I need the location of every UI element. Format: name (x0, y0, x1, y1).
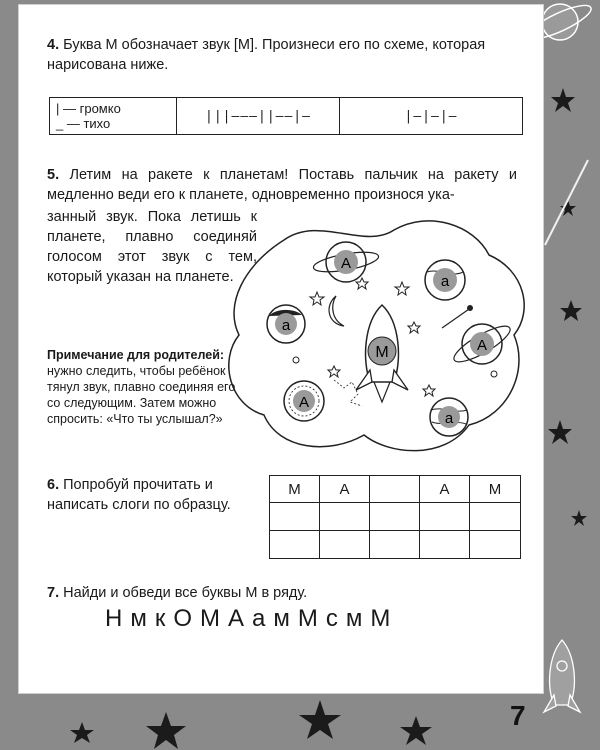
letter: М (200, 605, 221, 632)
task-6-number: 6. (47, 477, 60, 493)
legend-quiet: _ — тихо (56, 116, 111, 131)
space-illustration (224, 210, 534, 460)
grid-cell: М (270, 476, 320, 503)
planet-letter: а (444, 410, 454, 427)
planet-letter: а (440, 273, 450, 290)
rocket-letter: М (375, 344, 389, 361)
grid-cell: А (420, 476, 470, 503)
star-icon (551, 88, 575, 112)
task-6-text: 6. Попробуй прочитать и написать слоги по образцу. (47, 477, 231, 513)
scheme-pattern-1: |||———||——|— (177, 98, 340, 134)
task-5-number: 5. (47, 167, 60, 183)
grid-cell (370, 531, 420, 558)
letter: м (130, 605, 147, 632)
letter: Н (105, 605, 123, 632)
task-4-number: 4. (47, 37, 60, 53)
grid-cell: М (470, 476, 520, 503)
letter: М (297, 605, 318, 632)
planet-letter: А (340, 255, 352, 272)
letter: М (370, 605, 391, 632)
star-icon (560, 200, 576, 216)
grid-cell (320, 531, 370, 558)
grid-cell (470, 531, 520, 558)
grid-cell (270, 503, 320, 530)
star-icon (560, 300, 582, 321)
planet-letter: а (281, 317, 291, 334)
star-icon (548, 420, 572, 444)
grid-cell: А (320, 476, 370, 503)
planet-letter: А (476, 337, 488, 354)
scheme-pattern-2: |—|—|— (404, 108, 458, 124)
page-number: 7 (510, 700, 526, 731)
grid-cell (420, 531, 470, 558)
parents-note-heading: Примечание для родителей: (47, 348, 225, 362)
task-5-text: 5. Летим на ракете к планетам! Поставь пальчик на ракету и медленно веди его к планете, одновременно произнося ука- (47, 167, 517, 203)
legend-loud: | — громко (56, 101, 121, 116)
syllable-grid (269, 475, 521, 559)
sound-scheme-table (49, 97, 523, 135)
grid-cell (370, 503, 420, 530)
grid-cell (270, 531, 320, 558)
letter: а (252, 605, 266, 632)
task-5-text-continued: занный звук. Пока летишь к планете, плавно соединяй голосом этот звук с тем, который указан на планете. (47, 209, 257, 285)
letter: м (273, 605, 290, 632)
letter: м (345, 605, 363, 632)
grid-cell (470, 503, 520, 530)
shooting-star-icon (545, 160, 588, 245)
letter: с (325, 605, 338, 632)
star-icon (299, 700, 341, 739)
task-7-text: 7. Найди и обведи все буквы М в ряду. (47, 585, 308, 601)
workbook-page (18, 4, 544, 694)
letter: А (228, 605, 245, 632)
rocket-icon (544, 640, 580, 712)
task-4-text: 4. Буква М обозначает звук [М]. Произнеси его по схеме, которая нарисована ниже. (47, 37, 486, 73)
star-icon (400, 716, 432, 745)
grid-cell (370, 476, 420, 503)
grid-cell (420, 503, 470, 530)
star-icon (146, 712, 186, 749)
star-icon (571, 510, 587, 526)
scheme-legend (50, 98, 177, 134)
planet-letter: А (298, 394, 310, 411)
parents-note (47, 347, 247, 427)
grid-cell (320, 503, 370, 530)
parents-note-text: нужно следить, чтобы ребёнок тянул звук, плавно соединяя его со следующим. Затем можно спросить: «Что ты услышал?» (47, 364, 236, 426)
task-7-number: 7. (47, 585, 60, 601)
letter: к (154, 605, 166, 632)
star-icon (70, 722, 94, 743)
letter: О (173, 605, 193, 632)
letter-row (105, 605, 505, 633)
